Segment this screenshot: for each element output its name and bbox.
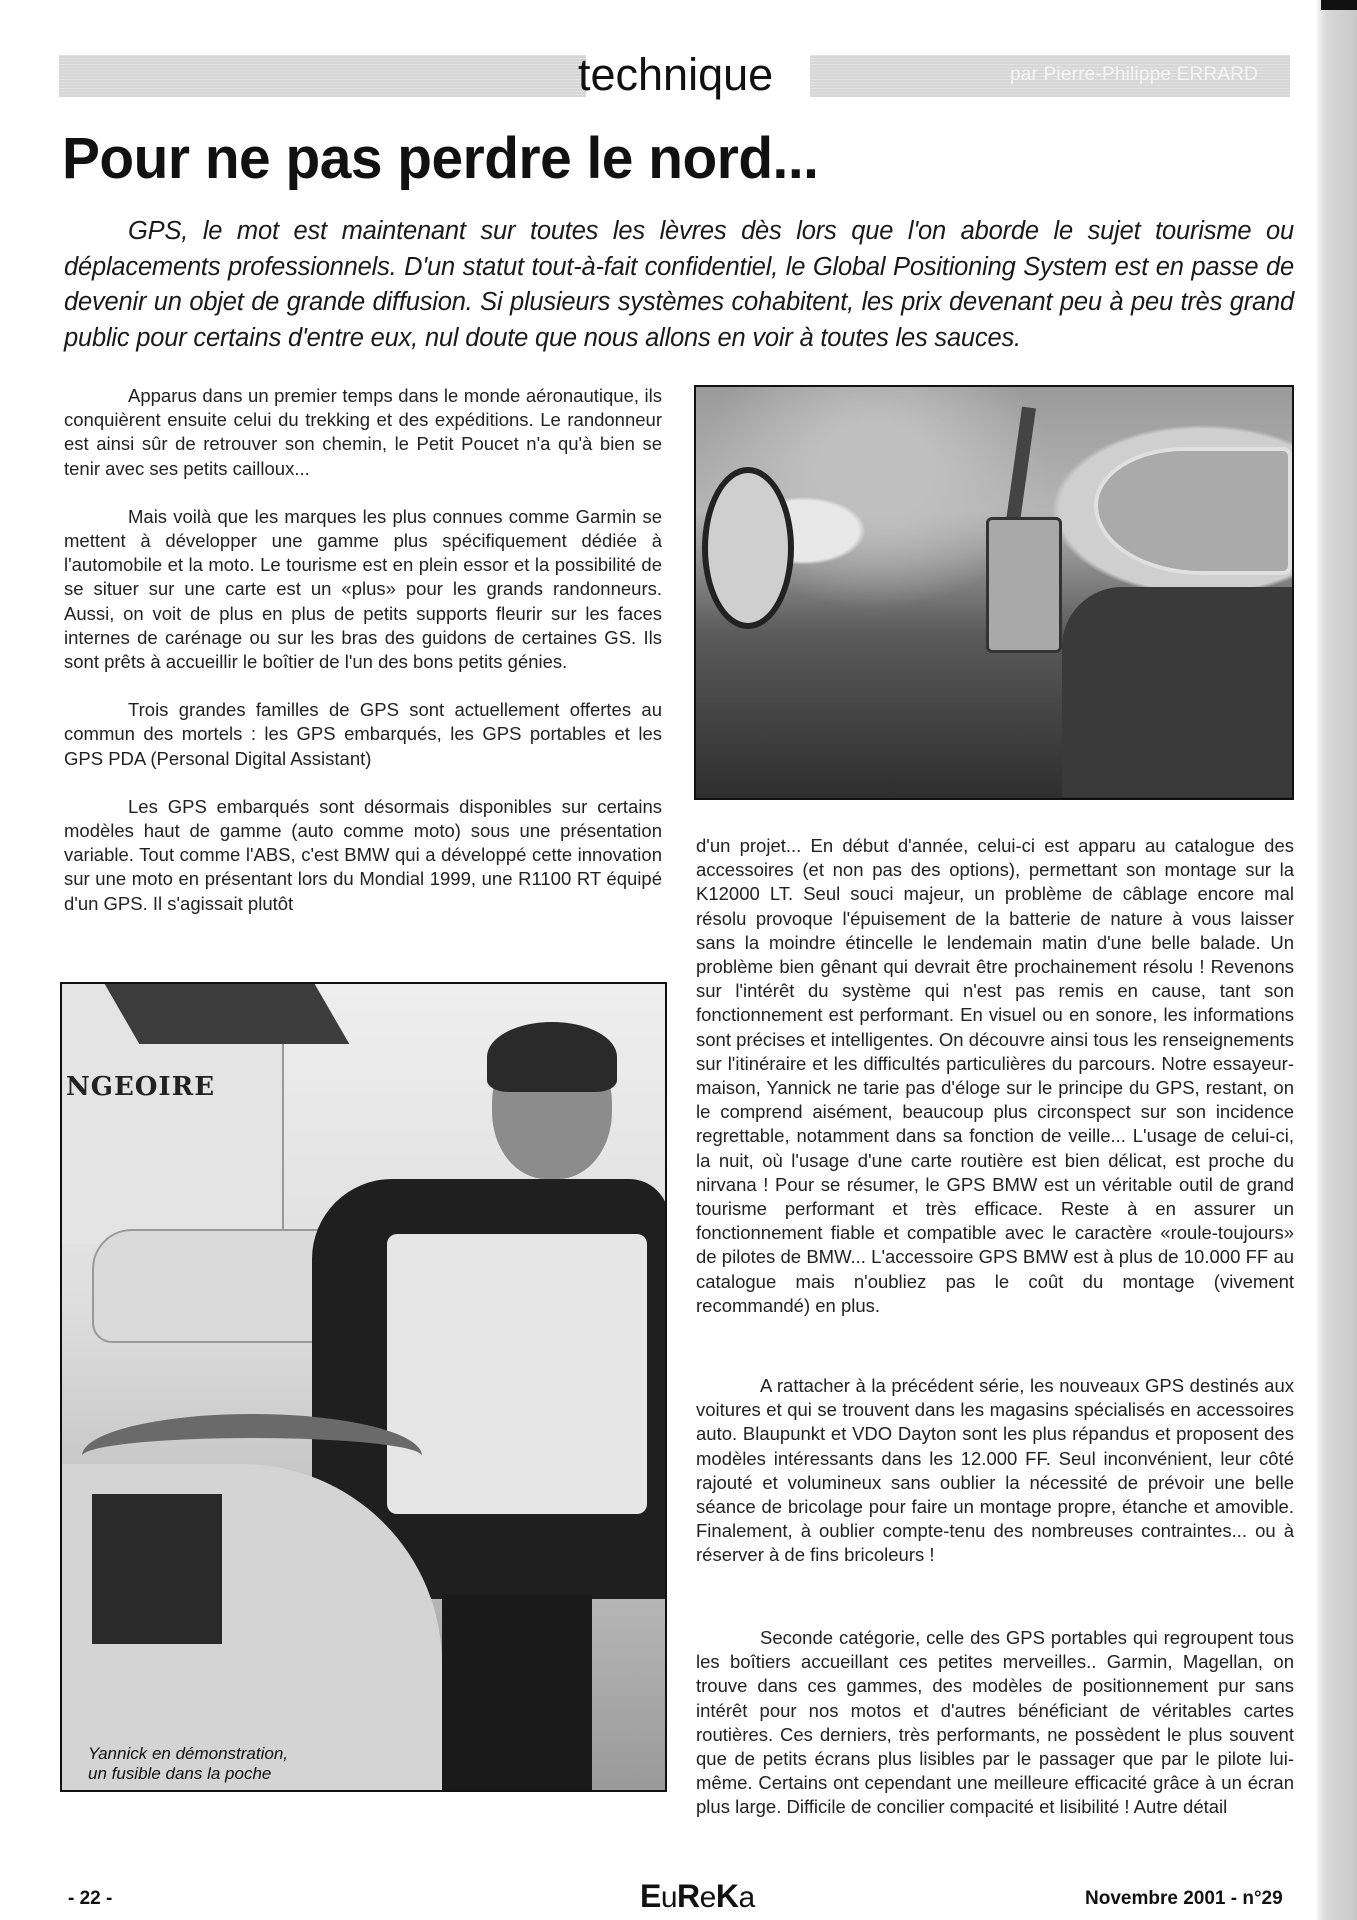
logo-letter: u [660,1881,678,1914]
photo-rider [60,982,667,1792]
article-lead: GPS, le mot est maintenant sur toutes les lèvres dès lors que l'on aborde le sujet tourisme ou déplacements professionnels. D'un statut tout-à-fait confidentiel, le Global Positioning System est en passe de devenir un objet de grande diffusion. Si plusieurs systèmes cohabitent, les prix devenant peu à peu très grand public pour certains d'entre eux, nul doute que nous allons en voir à toutes les sauces. [64,217,1294,352]
paragraph: Trois grandes familles de GPS sont actuellement offertes au commun des mortels : les GPS embarqués, les GPS portables et les GPS PDA (Personal Digital Assistant) [64,699,662,769]
page-edge-shadow [1317,0,1357,1920]
photo-gps-closeup [694,385,1294,800]
paragraph: Seconde catégorie, celle des GPS portables qui regroupent tous les boîtiers accueillant ces petites merveilles.. Garmin, Magellan, on trouve dans ces gammes, des modèles de positionnement pur sans intérêt pour nos motos et d'autres bénéficiant de véritables cartes routières. Ces derniers, très performants, ne possèdent le plus souvent que de petits écrans plus lisibles par le passager que par le pilote lui-même. Certains ont cependant une meilleure efficacité grâce à un écran plus large. Difficile de concilier compacité et lisibilité ! Autre détail [696,1627,1294,1818]
author-byline: par Pierre-Philippe ERRARD [1010,64,1259,85]
logo-letter: E [640,1878,661,1914]
legs-shape [442,1594,592,1792]
magazine-logo [640,1878,755,1915]
gauge-shape [702,467,794,629]
dashboard-shape [92,1494,222,1644]
caption-line: un fusible dans la poche [88,1764,272,1783]
hair-shape [487,1022,617,1092]
left-column [64,384,662,940]
page-number: - 22 - [68,1888,113,1909]
roof-shape [105,984,350,1044]
right-column-section-2 [696,1374,1294,1592]
issue-info: Novembre 2001 - n°29 [1085,1888,1283,1909]
tank-shape [1062,587,1292,797]
jacket-front-shape [387,1234,647,1514]
logo-letter: K [715,1878,739,1914]
building-sign: NGEOIRE [66,1072,216,1102]
article-title: Pour ne pas perdre le nord... [62,126,819,191]
paragraph: Les GPS embarqués sont désormais disponibles sur certains modèles haut de gamme (auto comme moto) sous une présentation variable. Tout comme l'ABS, c'est BMW qui a développé cette innovation sur une moto en présentant lors du Mondial 1999, une R1100 RT équipé d'un GPS. Il s'agissait plutôt [64,795,662,914]
photo-caption [88,1744,288,1784]
header-band-left [59,55,586,97]
paragraph: d'un projet... En début d'année, celui-ci est apparu au catalogue des accessoires (et non pas des options), permettant son montage sur la K12000 LT. Seul souci majeur, un problème de câblage encore mal résolu provoque l'épuisement de la batterie de nature à vous laisser sans la moindre étincelle le lendemain matin d'une belle balade. Un problème bien gênant qui devrait être prochainement résolu ! Revenons sur l'intérêt du système qui n'est pas remis en cause, tant son fonctionnement est performant. En visuel ou en sonore, les informations sont précises et intelligentes. On découvre ainsi tous les renseignements sur l'itinéraire et les difficultés particulières du parcours. Notre essayeur-maison, Yannick ne tarie pas d'éloge sur le principe du GPS, restant, on le comprend aisément, beaucoup plus circonspect sur son incidence regrettable, notamment dans sa fonction de veille... L'usage de celui-ci, la nuit, où l'usage d'une carte routière est bien délicat, est proche du nirvana ! Pour se résumer, le GPS BMW est un véritable outil de grand tourisme performant et très efficace. Reste à en assurer un fonctionnement fiable et compatible avec le caractère «roule-toujours» de pilotes de BMW... L'accessoire GPS BMW est à plus de 10.000 FF au catalogue mais n'oubliez pas le coût du montage (vivement recommandé) en plus. [696,835,1294,1316]
paragraph: Mais voilà que les marques les plus connues comme Garmin se mettent à développer une gamme plus spécifiquement dédiée à l'automobile et la moto. Le tourisme est en plein essor et la possibilité de se situer sur une carte est un «plus» pour les grands randonneurs. Aussi, on voit de plus en plus de petits supports fleurir sur les faces internes de carénage ou sur les bras des guidons de certaines GS. Ils sont prêts à accueillir le boîtier de l'un des bons petits génies. [64,505,662,673]
caption-line: Yannick en démonstration, [88,1744,289,1763]
logo-letter: a [738,1881,755,1914]
right-column-continued [696,834,1294,1342]
mirror-stalk-shape [1006,407,1036,523]
logo-letter: R [677,1878,700,1914]
page-edge-corner [1321,0,1357,10]
handlebar-shape [82,1414,422,1498]
paragraph: Apparus dans un premier temps dans le monde aéronautique, ils conquièrent ensuite celui du trekking et des expéditions. Le randonneur est ainsi sûr de retrouver son chemin, le Petit Poucet n'a qu'à bien se tenir avec ses petits cailloux... [64,385,662,479]
right-column-section-3 [696,1626,1294,1844]
tank-bag-shape [1094,447,1292,575]
paragraph: A rattacher à la précédent série, les nouveaux GPS destinés aux voitures et qui se trouvent dans les magasins spécialisés en accessoires auto. Blaupunkt et VDO Dayton sont les plus répandus et proposent des modèles intéressants dans les 12.000 FF. Seul inconvénient, leur côté rajouté et volumineux sans oublier la nécessité de prévoir une belle séance de bricolage pour faire un montage propre, étanche et amovible. Finalement, à oublier compte-tenu des nombreuses contraintes... ou à réserver à de fins bricoleurs ! [696,1375,1294,1566]
section-label: technique [578,49,774,100]
logo-letter: e [699,1881,716,1914]
gps-device-shape [986,517,1062,653]
